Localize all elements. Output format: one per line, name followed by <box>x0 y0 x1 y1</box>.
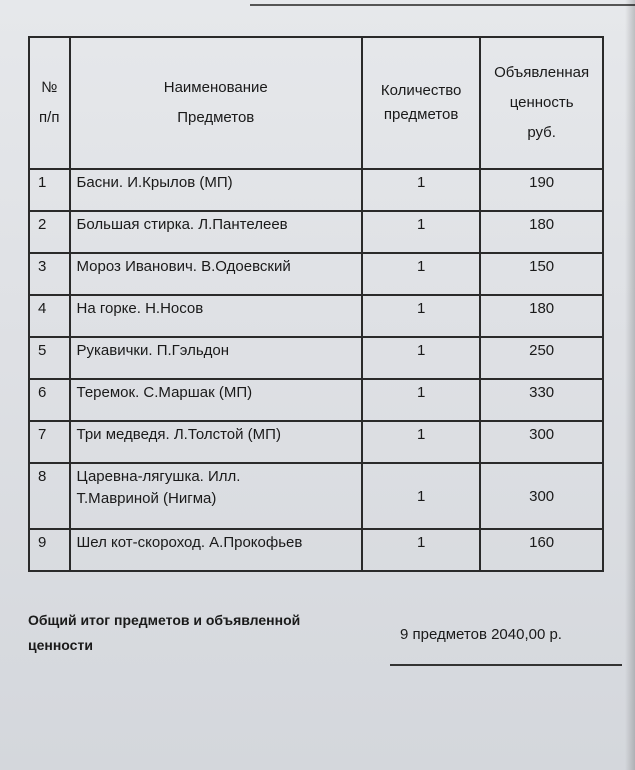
row-value: 180 <box>480 211 603 253</box>
row-name-line2: Т.Мавриной (Нигма) <box>76 490 217 507</box>
row-value: 250 <box>480 337 603 379</box>
row-number: 4 <box>29 295 70 337</box>
header-number-line2: п/п <box>39 109 60 126</box>
row-number: 1 <box>29 169 70 211</box>
table-row <box>29 337 603 379</box>
table-row <box>29 169 603 211</box>
signature-line <box>390 664 622 666</box>
header-name <box>70 37 362 169</box>
row-quantity: 1 <box>362 379 480 421</box>
row-name: Три медведя. Л.Толстой (МП) <box>70 421 362 463</box>
row-name: Басни. И.Крылов (МП) <box>70 169 362 211</box>
row-quantity: 1 <box>362 337 480 379</box>
row-name: Теремок. С.Маршак (МП) <box>70 379 362 421</box>
row-name: На горке. Н.Носов <box>70 295 362 337</box>
header-value-line3: руб. <box>527 124 556 141</box>
row-value: 150 <box>480 253 603 295</box>
row-quantity: 1 <box>362 211 480 253</box>
total-label <box>28 608 358 657</box>
row-number: 6 <box>29 379 70 421</box>
row-value: 180 <box>480 295 603 337</box>
row-quantity: 1 <box>362 169 480 211</box>
row-name: Шел кот-скороход. А.Прокофьев <box>70 529 362 571</box>
row-value: 330 <box>480 379 603 421</box>
table-header-row <box>29 37 603 169</box>
top-rule <box>250 4 635 6</box>
header-number-line1: № <box>41 79 58 96</box>
row-number: 2 <box>29 211 70 253</box>
row-number: 9 <box>29 529 70 571</box>
page-edge-shadow <box>625 0 635 770</box>
row-number: 3 <box>29 253 70 295</box>
row-name-line1: Царевна-лягушка. Илл. <box>76 468 241 485</box>
row-quantity: 1 <box>362 421 480 463</box>
row-name: Большая стирка. Л.Пантелеев <box>70 211 362 253</box>
row-value: 300 <box>480 463 603 529</box>
row-quantity: 1 <box>362 253 480 295</box>
table-row <box>29 211 603 253</box>
table-row <box>29 295 603 337</box>
row-number: 7 <box>29 421 70 463</box>
table-row <box>29 529 603 571</box>
table-row <box>29 421 603 463</box>
row-value: 190 <box>480 169 603 211</box>
row-name: Рукавички. П.Гэльдон <box>70 337 362 379</box>
row-name: Мороз Иванович. В.Одоевский <box>70 253 362 295</box>
header-value-line2: ценность <box>509 94 574 111</box>
row-quantity: 1 <box>362 463 480 529</box>
table-row <box>29 463 603 529</box>
items-table <box>28 36 604 572</box>
header-name-line2: Предметов <box>177 109 255 126</box>
table-row <box>29 379 603 421</box>
header-name-line1: Наименование <box>163 79 268 96</box>
header-number <box>29 37 70 169</box>
row-quantity: 1 <box>362 295 480 337</box>
total-value: 9 предметов 2040,00 р. <box>400 626 562 643</box>
table-row <box>29 253 603 295</box>
total-label-line1: Общий итог предметов и объявленной <box>28 612 301 628</box>
row-value: 300 <box>480 421 603 463</box>
header-quantity-line1: Количество <box>380 82 462 99</box>
row-number: 8 <box>29 463 70 529</box>
header-value <box>480 37 603 169</box>
row-name <box>70 463 362 529</box>
total-label-line2: ценности <box>28 636 93 653</box>
header-quantity <box>362 37 480 169</box>
row-value: 160 <box>480 529 603 571</box>
header-quantity-line2: предметов <box>383 106 459 123</box>
row-quantity: 1 <box>362 529 480 571</box>
header-value-line1: Объявленная <box>494 64 590 81</box>
row-number: 5 <box>29 337 70 379</box>
